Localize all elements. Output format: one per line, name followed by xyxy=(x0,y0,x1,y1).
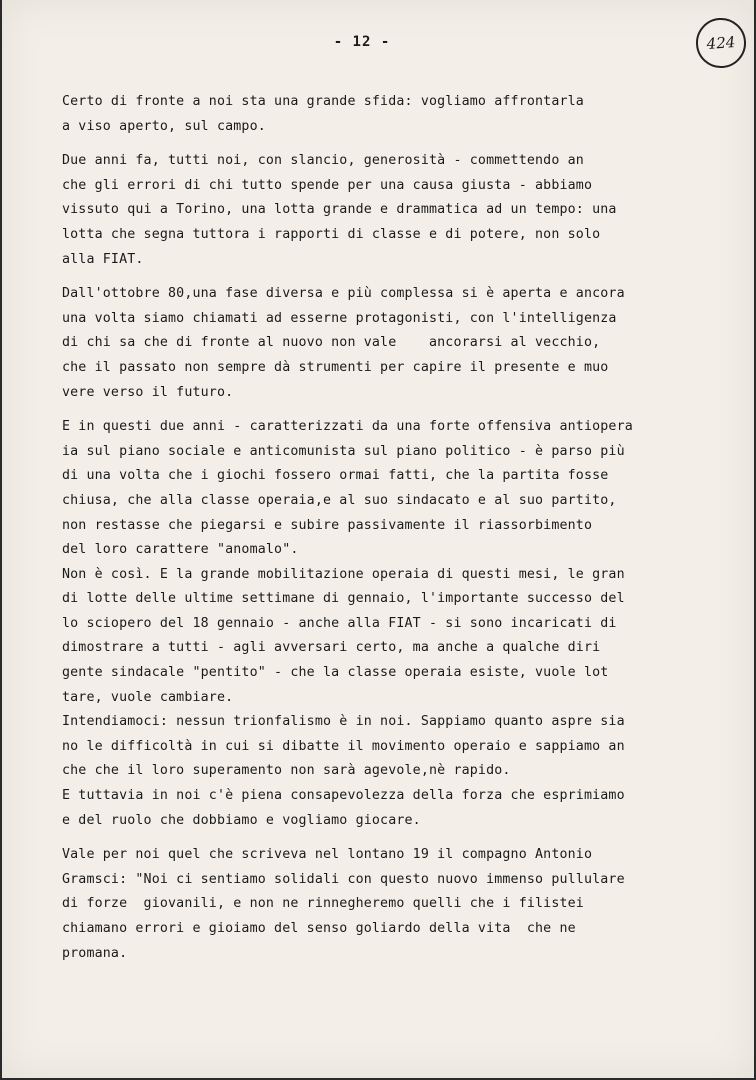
text-line: vere verso il futuro. xyxy=(62,384,234,400)
paragraph xyxy=(62,282,722,405)
text-line: del loro carattere "anomalo". xyxy=(62,542,299,558)
text-line: una volta siamo chiamati ad esserne protagonisti, con l'intelligenza xyxy=(62,310,617,326)
paragraph xyxy=(62,149,722,272)
text-line: Vale per noi quel che scriveva nel lontano 19 il compagno Antonio xyxy=(62,847,593,863)
text-line: no le difficoltà in cui si dibatte il movimento operaio e sappiamo an xyxy=(62,738,625,754)
text-line: dimostrare a tutti - agli avversari certo, ma anche a qualche diri xyxy=(62,640,601,656)
page-number: - 12 - xyxy=(333,34,391,50)
text-line: che che il loro superamento non sarà agevole,nè rapido. xyxy=(62,763,511,779)
text-line: Intendiamoci: nessun trionfalismo è in noi. Sappiamo quanto aspre sia xyxy=(62,714,625,730)
text-line: di forze giovanili, e non ne rinnegheremo quelli che i filistei xyxy=(62,896,584,912)
text-line: di una volta che i giochi fossero ormai fatti, che la partita fosse xyxy=(62,468,609,484)
text-line: E in questi due anni - caratterizzati da una forte offensiva antiopera xyxy=(62,419,633,435)
paragraph xyxy=(62,415,722,833)
text-line: Gramsci: "Noi ci sentiamo solidali con questo nuovo immenso pullulare xyxy=(62,871,625,887)
archive-stamp: 424 xyxy=(694,16,747,69)
text-line: a viso aperto, sul campo. xyxy=(62,118,266,134)
document-body xyxy=(62,90,722,966)
text-line: non restasse che piegarsi e subire passivamente il riassorbimento xyxy=(62,517,593,533)
text-line: vissuto qui a Torino, una lotta grande e drammatica ad un tempo: una xyxy=(62,202,617,218)
text-line: che il passato non sempre dà strumenti per capire il presente e muo xyxy=(62,359,609,375)
text-line: di chi sa che di fronte al nuovo non vale ancorarsi al vecchio, xyxy=(62,335,601,351)
document-page xyxy=(2,0,754,1078)
text-line: e del ruolo che dobbiamo e vogliamo giocare. xyxy=(62,812,421,828)
text-line: alla FIAT. xyxy=(62,251,144,267)
text-line: tare, vuole cambiare. xyxy=(62,689,234,705)
text-line: gente sindacale "pentito" - che la classe operaia esiste, vuole lot xyxy=(62,665,609,681)
text-line: ia sul piano sociale e anticomunista sul piano politico - è parso più xyxy=(62,443,625,459)
text-line: E tuttavia in noi c'è piena consapevolezza della forza che esprimiamo xyxy=(62,788,625,804)
text-line: promana. xyxy=(62,945,128,961)
paragraph xyxy=(62,843,722,966)
text-line: lo sciopero del 18 gennaio - anche alla FIAT - si sono incaricati di xyxy=(62,615,617,631)
paragraph xyxy=(62,90,722,139)
text-line: lotta che segna tuttora i rapporti di classe e di potere, non solo xyxy=(62,226,601,242)
text-line: Non è così. E la grande mobilitazione operaia di questi mesi, le gran xyxy=(62,566,625,582)
text-line: Due anni fa, tutti noi, con slancio, generosità - commettendo an xyxy=(62,153,584,169)
text-line: Certo di fronte a noi sta una grande sfida: vogliamo affrontarla xyxy=(62,94,584,109)
text-line: chiamano errori e gioiamo del senso goliardo della vita che ne xyxy=(62,921,576,936)
text-line: Dall'ottobre 80,una fase diversa e più complessa si è aperta e ancora xyxy=(62,286,625,302)
text-line: di lotte delle ultime settimane di gennaio, l'importante successo del xyxy=(62,591,625,607)
text-line: che gli errori di chi tutto spende per una causa giusta - abbiamo xyxy=(62,177,593,193)
text-line: chiusa, che alla classe operaia,e al suo sindacato e al suo partito, xyxy=(62,492,617,508)
